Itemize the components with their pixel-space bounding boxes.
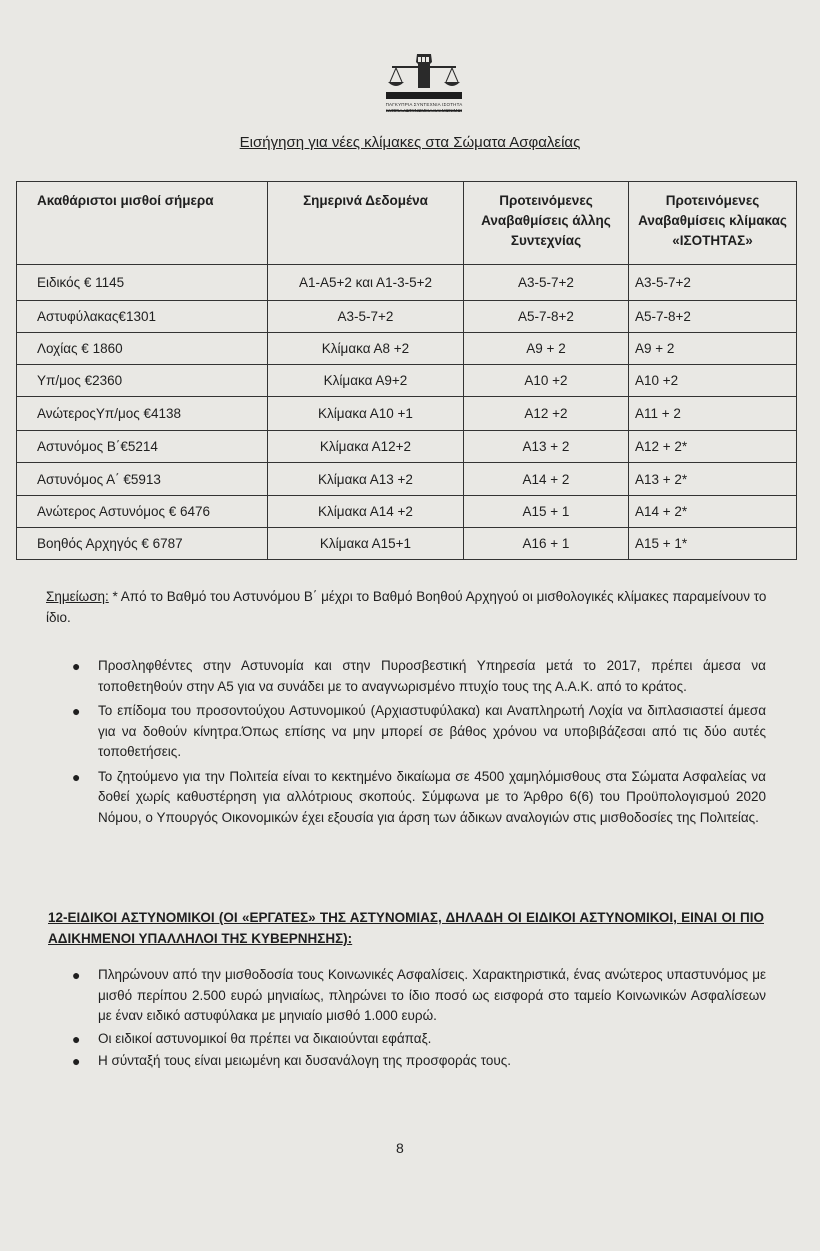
cell-isotitas-proposal: Α15 + 1* [629, 528, 797, 560]
cell-other-union-proposal: Α5-7-8+2 [464, 301, 629, 333]
cell-current-salary: Αστυνόμος Α΄ €5913 [17, 463, 268, 496]
cell-other-union-proposal: Α12 +2 [464, 397, 629, 431]
table-row [17, 528, 797, 560]
table-row [17, 431, 797, 463]
table-header-row [17, 182, 797, 265]
cell-current-salary: Ανώτερος Αστυνόμος € 6476 [17, 496, 268, 528]
table-row [17, 463, 797, 496]
cell-current-scale: Κλίμακα Α9+2 [268, 365, 464, 397]
table-row [17, 397, 797, 431]
header-current-data: Σημερινά Δεδομένα [268, 182, 464, 265]
list-item [72, 965, 766, 1027]
list-item-text: Οι ειδικοί αστυνομικοί θα πρέπει να δικαιούνται εφάπαξ. [98, 1030, 432, 1046]
logo-caption-line-2: ΚΥΠΡΙΑ ΑΣΤΥΝΟΜΙΚΑ ΚΑΙ ΜΟΝΙΜΟΙ [385, 108, 463, 113]
cell-other-union-proposal: Α15 + 1 [464, 496, 629, 528]
bullet-icon: ● [72, 967, 81, 983]
salary-scales-table [16, 181, 797, 560]
cell-current-salary: Αστυνόμος Β΄€5214 [17, 431, 268, 463]
header-isotitas-proposal: Προτεινόμενες Αναβαθμίσεις κλίμακας «ΙΣΟΤΗΤΑΣ» [629, 182, 797, 265]
table-row [17, 333, 797, 365]
list-item [72, 1029, 766, 1050]
list-item-text: Προσληφθέντες στην Αστυνομία και στην Πυροσβεστική Υπηρεσία μετά το 2017, πρέπει άμεσα να τοποθετηθούν στην Α5 για να συνάδει με το αναγνωρισμένο πτυχίο τους της Α.Α.Κ. από το κράτος. [98, 658, 766, 694]
cell-isotitas-proposal: Α3-5-7+2 [629, 265, 797, 301]
list-item [72, 767, 766, 829]
cell-current-scale: Α1-Α5+2 και Α1-3-5+2 [268, 265, 464, 301]
footnote [46, 586, 786, 628]
header-current-gross-salaries: Ακαθάριστοι μισθοί σήμερα [17, 182, 268, 265]
cell-current-salary: Βοηθός Αρχηγός € 6787 [17, 528, 268, 560]
cell-other-union-proposal: Α3-5-7+2 [464, 265, 629, 301]
page-number: 8 [396, 1140, 404, 1156]
footnote-text: * Από το Βαθμό του Αστυνόμου Β΄ μέχρι το Βαθμό Βοηθού Αρχηγού οι μισθολογικές κλίμακες παραμείνουν το ίδιο. [46, 589, 767, 625]
bullet-icon: ● [72, 768, 81, 785]
bullet-icon: ● [72, 703, 81, 719]
footnote-label: Σημείωση: [46, 589, 109, 604]
cell-current-scale: Κλίμακα Α8 +2 [268, 333, 464, 365]
cell-other-union-proposal: Α14 + 2 [464, 463, 629, 496]
section-heading-special-police: 12-ΕΙΔΙΚΟΙ ΑΣΤΥΝΟΜΙΚΟΙ (ΟΙ «ΕΡΓΑΤΕΣ» ΤΗΣ ΑΣΤΥΝΟΜΙΑΣ, ΔΗΛΑΔΗ ΟΙ ΕΙΔΙΚΟΙ ΑΣΤΥΝΟΜΙΚΟΙ, ΕΙΝΑΙ ΟΙ ΠΙΟ ΑΔΙΚΗΜΕΝΟΙ ΥΠΑΛΛΗΛΟΙ ΤΗΣ ΚΥΒΕΡΝΗΣΗΣ): [48, 910, 764, 946]
cell-isotitas-proposal: Α14 + 2* [629, 496, 797, 528]
table-row [17, 365, 797, 397]
header-other-union-proposal: Προτεινόμενες Αναβαθμίσεις άλλης Συντεχνίας [464, 182, 629, 265]
bullet-icon: ● [72, 658, 81, 674]
cell-current-scale: Κλίμακα Α12+2 [268, 431, 464, 463]
cell-other-union-proposal: Α16 + 1 [464, 528, 629, 560]
document-title: Εισήγηση για νέες κλίμακες στα Σώματα Ασφαλείας [239, 134, 581, 151]
cell-other-union-proposal: Α10 +2 [464, 365, 629, 397]
table-row [17, 496, 797, 528]
cell-current-salary: Ειδικός € 1145 [17, 265, 268, 301]
cell-current-scale: Κλίμακα Α13 +2 [268, 463, 464, 496]
cell-current-scale: Κλίμακα Α14 +2 [268, 496, 464, 528]
cell-isotitas-proposal: Α12 + 2* [629, 431, 797, 463]
logo-caption-line-1: ΠΑΓΚΥΠΡΙΑ ΣΥΝΤΕΧΝΙΑ ΙΣΟΤΗΤΑ [385, 102, 463, 107]
bullet-icon: ● [72, 1053, 81, 1069]
cell-current-scale: Κλίμακα Α15+1 [268, 528, 464, 560]
proposals-bullet-list [72, 656, 766, 832]
list-item-text: Το ζητούμενο για την Πολιτεία είναι το κεκτημένο δικαίωμα σε 4500 χαμηλόμισθους στα Σώματα Ασφαλείας να δοθεί χωρίς καθυστέρηση για αλλότριους σκοπούς. Σύμφωνα με το Άρθρο 6(6) του Προϋπολογισμού 2020 Νόμου, ο Υπουργός Οικονομικών έχει εξουσία για άρση των άδικων αναλογιών στις μισθοδοσίες της Πολιτείας. [98, 768, 766, 825]
cell-current-salary: ΑνώτεροςΥπ/μος €4138 [17, 397, 268, 431]
cell-current-salary: Υπ/μος €2360 [17, 365, 268, 397]
cell-current-scale: Κλίμακα Α10 +1 [268, 397, 464, 431]
list-item-text: Η σύνταξή τους είναι μειωμένη και δυσανάλογη της προσφοράς τους. [98, 1053, 511, 1068]
cell-isotitas-proposal: Α9 + 2 [629, 333, 797, 365]
cell-isotitas-proposal: Α10 +2 [629, 365, 797, 397]
cell-isotitas-proposal: Α11 + 2 [629, 397, 797, 431]
cell-isotitas-proposal: Α13 + 2* [629, 463, 797, 496]
cell-other-union-proposal: Α9 + 2 [464, 333, 629, 365]
list-item-text: Πληρώνουν από την μισθοδοσία τους Κοινωνικές Ασφαλίσεις. Χαρακτηριστικά, ένας ανώτερος υπαστυνόμος με μισθό περίπου 2.500 ευρώ μηνιαίως, πληρώνει το ίδιο ποσό ως εισφορά στο ταμείο Κοινωνικών Ασφαλίσεων με έναν ειδικό αστυφύλακα με μηνιαίο μισθό 1.000 ευρώ. [98, 967, 766, 1023]
table-row [17, 301, 797, 333]
cell-other-union-proposal: Α13 + 2 [464, 431, 629, 463]
list-item [72, 1051, 766, 1072]
cell-current-salary: Λοχίας € 1860 [17, 333, 268, 365]
special-police-bullet-list [72, 965, 766, 1074]
list-item [72, 701, 766, 763]
table-row [17, 265, 797, 301]
cell-isotitas-proposal: Α5-7-8+2 [629, 301, 797, 333]
cell-current-scale: Α3-5-7+2 [268, 301, 464, 333]
list-item [72, 656, 766, 697]
cell-current-salary: Αστυφύλακας€1301 [17, 301, 268, 333]
bullet-icon: ● [72, 1030, 81, 1047]
list-item-text: Το επίδομα του προσοντούχου Αστυνομικού (Αρχιαστυφύλακα) και Αναπληρωτή Λοχία να διπλασιαστεί άμεσα για να δοθούν κίνητρα.Όπως επίσης να μην μπορεί σε βάθος χρόνου να υποβιβάζεσαι από τις δύο αυτές τοποθετήσεις. [98, 703, 766, 759]
